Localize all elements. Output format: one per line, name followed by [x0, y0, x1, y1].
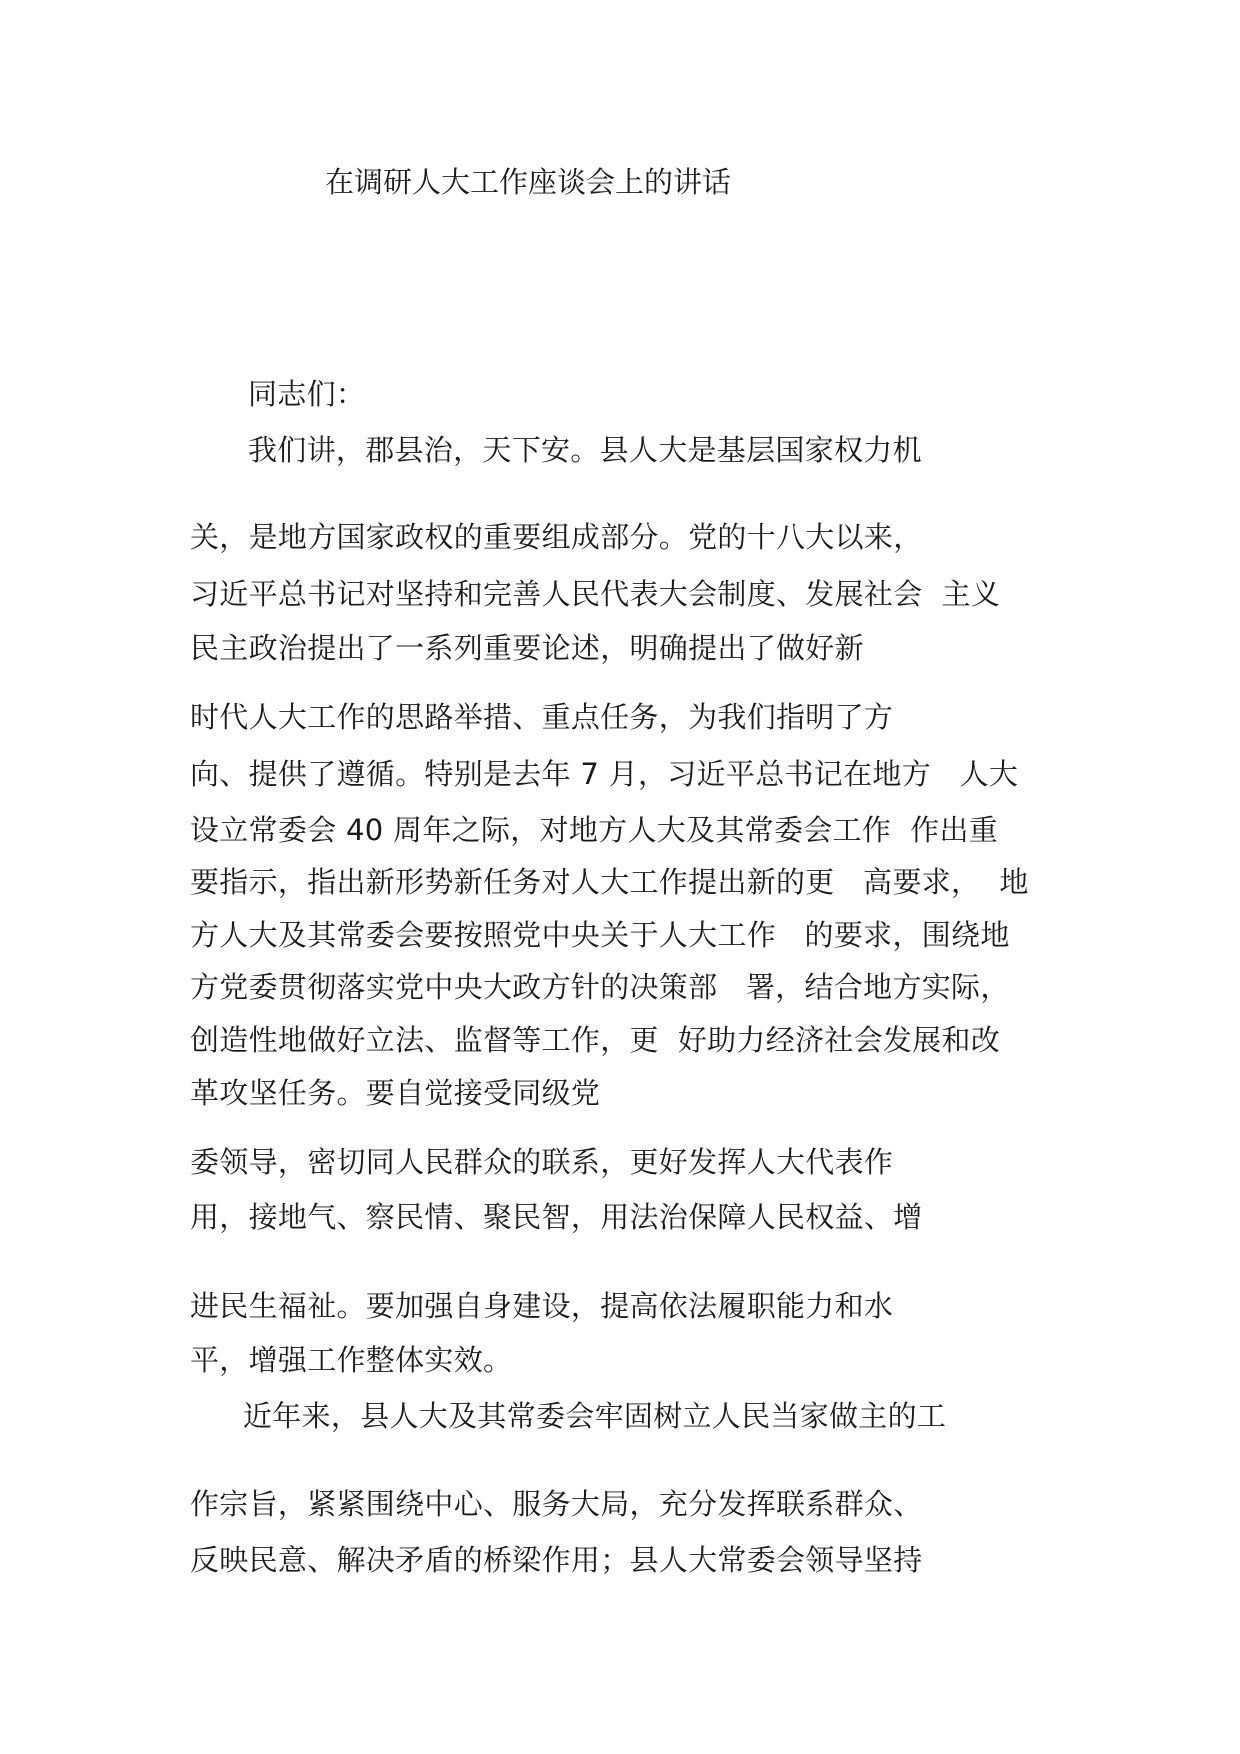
text-line: 设立常委会 40 周年之际，对地方人大及其常委会工作 作出重	[190, 813, 999, 847]
text-line: 用，接地气、察民情、聚民智，用法治保障人民权益、增	[190, 1200, 923, 1234]
text-line: 时代人大工作的思路举措、重点任务，为我们指明了方	[190, 700, 894, 734]
text-line: 习近平总书记对坚持和完善人民代表大会制度、发展社会 主义	[190, 577, 1001, 611]
document-title: 在调研人大工作座谈会上的讲话	[325, 165, 732, 199]
text-line: 民主政治提出了一系列重要论述，明确提出了做好新	[190, 631, 864, 665]
text-line: 委领导，密切同人民群众的联系，更好发挥人大代表作	[190, 1145, 894, 1179]
text-line: 方人大及其常委会要按照党中央关于人大工作 的要求，围绕地	[190, 918, 1010, 952]
text-line: 向、提供了遵循。特别是去年 7 月，习近平总书记在地方 人大	[190, 757, 1019, 791]
text-line: 方党委贯彻落实党中央大政方针的决策部 署，结合地方实际，	[190, 970, 1010, 1004]
salutation-line: 同志们：	[248, 377, 366, 411]
text-line: 近年来，县人大及其常委会牢固树立人民当家做主的工	[243, 1399, 947, 1433]
text-line: 作宗旨，紧紧围绕中心、服务大局，充分发挥联系群众、	[190, 1487, 923, 1521]
text-line: 创造性地做好立法、监督等工作，更 好助力经济社会发展和改	[190, 1023, 1001, 1057]
text-line: 要指示，指出新形势新任务对人大工作提出新的更 高要求， 地	[190, 865, 1029, 899]
text-line: 关，是地方国家政权的重要组成部分。党的十八大以来，	[190, 520, 923, 554]
text-line: 平，增强工作整体实效。	[190, 1343, 513, 1377]
text-line: 反映民意、解决矛盾的桥梁作用；县人大常委会领导坚持	[190, 1543, 923, 1577]
text-line: 革攻坚任务。要自觉接受同级党	[190, 1076, 601, 1110]
text-line: 我们讲，郡县治，天下安。县人大是基层国家权力机	[248, 433, 922, 467]
text-line: 进民生福祉。要加强自身建设，提高依法履职能力和水	[190, 1289, 894, 1323]
